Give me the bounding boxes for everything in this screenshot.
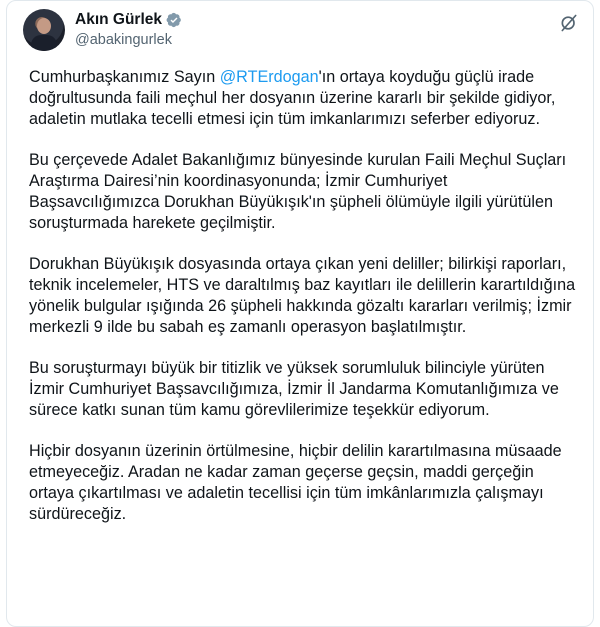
- tweet-header: [23, 9, 182, 51]
- grok-icon[interactable]: [559, 13, 579, 33]
- tweet-paragraph-2: Bu çerçevede Adalet Bakanlığımız bünyesinde kurulan Faili Meçhul Suçları Araştırma Dairesi’nin koordinasyonunda; İzmir Cumhuriyet Başsavcılığımızca Dorukhan Büyükışık'ın şüpheli ölümüyle ilgili yürütülen soruşturmada harekete geçilmiştir.: [29, 151, 567, 232]
- tweet-paragraph-5: Hiçbir dosyanın üzerinin örtülmesine, hiçbir delilin karartılmasına müsaade etmeyeceğiz. Aradan ne kadar zaman geçerse geçsin, maddi gerçeğin ortaya çıkartılması ve adaletin tecellisi için tüm imkânlarımızla çalışmayı sürdüreceğiz.: [29, 442, 562, 523]
- author-handle[interactable]: @abakingurlek: [75, 32, 172, 48]
- user-info: [75, 10, 182, 50]
- tweet-text: [29, 67, 581, 545]
- name-row: [75, 10, 182, 30]
- author-name[interactable]: Akın Gürlek: [75, 11, 162, 28]
- avatar[interactable]: [23, 9, 65, 51]
- mention-link[interactable]: @RTErdogan: [219, 68, 319, 86]
- tweet-paragraph-4: Bu soruşturmayı büyük bir titizlik ve yüksek sorumluluk bilinciyle yürüten İzmir Cumhuriyet Başsavcılığımıza, İzmir İl Jandarma Komutanlığımıza ve sürece katkı sunan tüm kamu görevlilerimize teşekkür ediyorum.: [29, 359, 559, 419]
- paragraph-1-end: 'ın ortaya koyduğu güçlü irade doğrultusunda faili meçhul her dosyanın üzerine kararlı bir şekilde gidiyor, adaletin mutlaka tecelli etmesi için tüm imkanlarımızı seferber ediyoruz.: [29, 68, 556, 128]
- verified-badge-icon: [166, 12, 182, 28]
- tweet-paragraph-3: Dorukhan Büyükışık dosyasında ortaya çıkan yeni deliller; bilirkişi raporları, teknik incelemeler, HTS ve daraltılmış baz kayıtları ile delillerin karartıldığına yönelik bulgular ışığında 26 şüpheli hakkında gözaltı kararları verilmiş; İzmir merkezli 9 ilde bu sabah eş zamanlı operasyon başlatılmıştır.: [29, 255, 576, 336]
- paragraph-1-start: Cumhurbaşkanımız Sayın: [29, 68, 220, 86]
- tweet-paragraph-1: [29, 67, 581, 129]
- tweet-card: [6, 0, 594, 627]
